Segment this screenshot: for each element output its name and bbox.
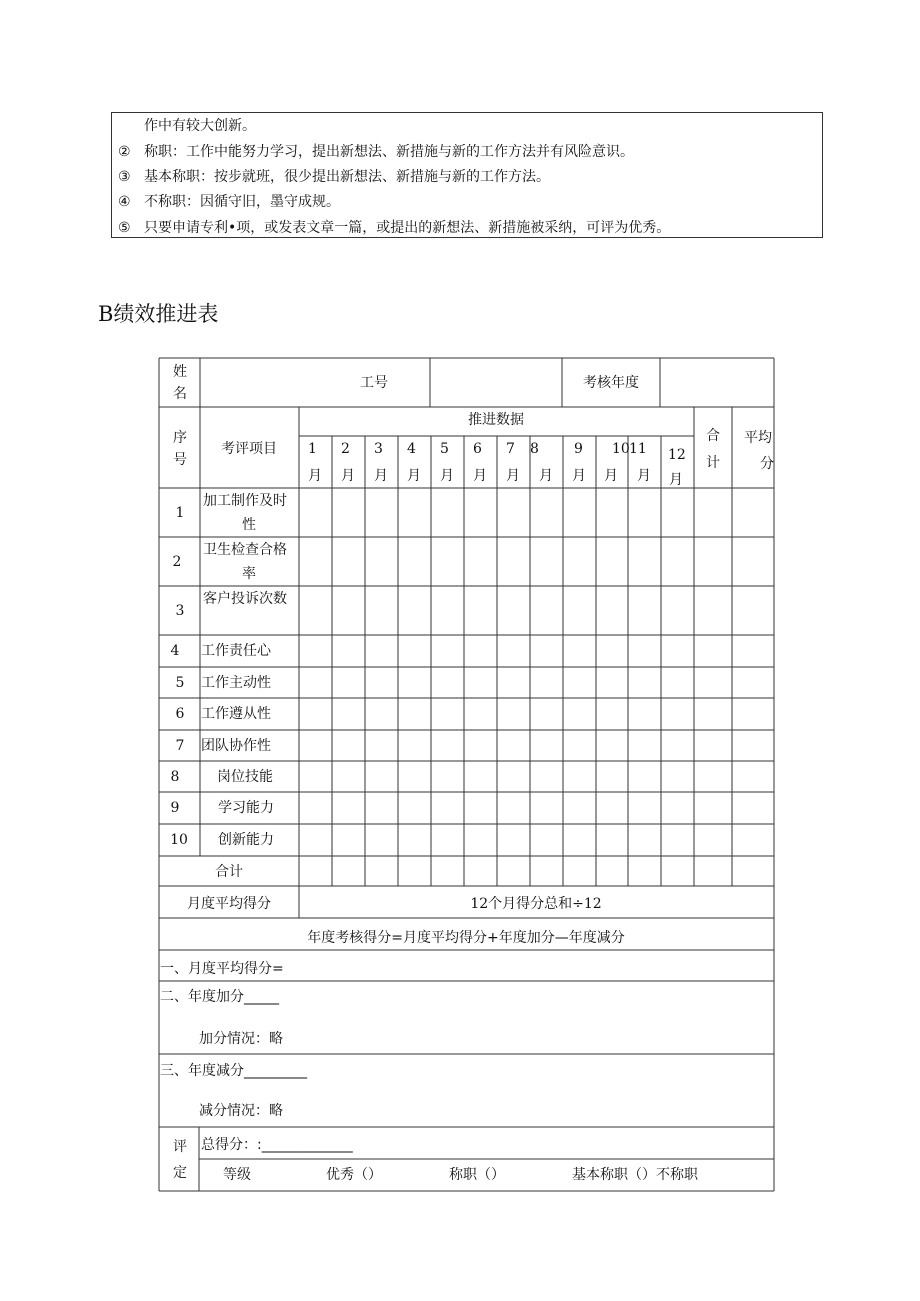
row-5-no: 5 [175,675,185,691]
avg-header-2: 分 [760,456,774,472]
row-3-no: 3 [175,603,185,619]
month-2-unit: 月 [341,468,355,484]
bonus-line: 二、年度加分_____ [160,989,279,1005]
month-3-unit: 月 [374,468,388,484]
row-4-item: 工作责任心 [201,643,271,659]
bonus-detail: 加分情况：略 [199,1031,283,1047]
month-9-num: 9 [574,441,583,457]
sum-row-label: 合计 [215,864,243,880]
rating-label-2: 定 [173,1165,187,1181]
row-8-item: 岗位技能 [217,769,273,785]
rating-label-1: 评 [173,1139,187,1155]
month-12-num: 12 [668,447,686,463]
criteria-line-1: 作中有较大创新。 [144,118,256,134]
month-7-num: 7 [506,441,515,457]
grade-excellent: 优秀（） [326,1167,382,1183]
monthly-avg-line: 一、月度平均得分= [160,961,284,977]
section-title: B绩效推进表 [98,302,219,326]
row-6-item: 工作遵从性 [201,706,271,722]
grade-basic: 基本称职（）不称职 [572,1167,698,1183]
row-2-item: 卫生检查合格 [203,542,287,558]
month-6-unit: 月 [473,468,487,484]
row-8-no: 8 [170,769,180,785]
month-4-unit: 月 [407,468,421,484]
row-4-no: 4 [170,643,180,659]
row-1-item-cont: 性 [242,517,256,533]
row-7-no: 7 [175,738,185,754]
row-1-item: 加工制作及时 [203,493,287,509]
row-1-no: 1 [175,505,185,521]
month-1-unit: 月 [308,468,322,484]
month-6-num: 6 [473,441,482,457]
month-4-num: 4 [407,441,416,457]
grade-competent: 称职（） [449,1167,505,1183]
month-5-unit: 月 [440,468,454,484]
month-7-unit: 月 [506,468,520,484]
row-9-no: 9 [170,800,180,816]
criteria-line-4: ④ 不称职：因循守旧，墨守成规。 [118,194,340,210]
row-2-no: 2 [172,554,182,570]
row-6-no: 6 [175,706,185,722]
month-8-unit: 月 [539,468,553,484]
employee-id-label: 工号 [360,375,388,391]
seq-label-2: 号 [173,452,187,468]
total-header-2: 计 [706,455,720,471]
name-label-2: 名 [173,386,187,402]
month-8-num: 8 [530,441,539,457]
month-2-num: 2 [341,441,350,457]
month-5-num: 5 [440,441,449,457]
row-9-item: 学习能力 [218,800,274,816]
criteria-line-2: ② 称职：工作中能努力学习，提出新想法、新措施与新的工作方法并有风险意识。 [118,144,634,160]
month-12-unit: 月 [669,472,683,488]
grade-label: 等级 [223,1167,251,1183]
row-10-no: 10 [170,832,188,848]
row-3-item: 客户投诉次数 [203,591,287,607]
item-header: 考评项目 [221,441,277,457]
month-11-unit: 月 [637,468,651,484]
seq-label-1: 序 [173,430,187,446]
annual-formula: 年度考核得分=月度平均得分+年度加分—年度减分 [307,930,625,946]
assessment-year-label: 考核年度 [583,375,639,391]
avg-header-1: 平均 [744,430,772,446]
row-7-item: 团队协作性 [201,738,271,754]
deduct-detail: 减分情况：略 [199,1103,283,1119]
total-header-1: 合 [706,428,720,444]
row-2-item-cont: 率 [242,566,256,582]
month-10-num: 10 [612,441,630,457]
month-1-num: 1 [308,441,317,457]
total-score: 总得分：:_____________ [201,1137,353,1153]
row-10-item: 创新能力 [218,832,274,848]
monthly-avg-formula: 12个月得分总和÷12 [470,896,602,912]
month-10-unit: 月 [604,468,618,484]
data-header: 推进数据 [468,412,524,428]
criteria-line-5: ⑤ 只要申请专利•项，或发表文章一篇，或提出的新想法、新措施被采纳，可评为优秀。 [118,220,671,236]
month-9-unit: 月 [572,468,586,484]
row-5-item: 工作主动性 [201,675,271,691]
monthly-avg-label: 月度平均得分 [187,896,271,912]
month-11-num: 11 [629,441,647,457]
deduct-line: 三、年度减分_________ [160,1063,307,1079]
month-3-num: 3 [374,441,383,457]
name-label-1: 姓 [173,364,187,380]
criteria-line-3: ③ 基本称职：按步就班，很少提出新想法、新措施与新的工作方法。 [118,169,550,185]
criteria-box [111,112,823,238]
